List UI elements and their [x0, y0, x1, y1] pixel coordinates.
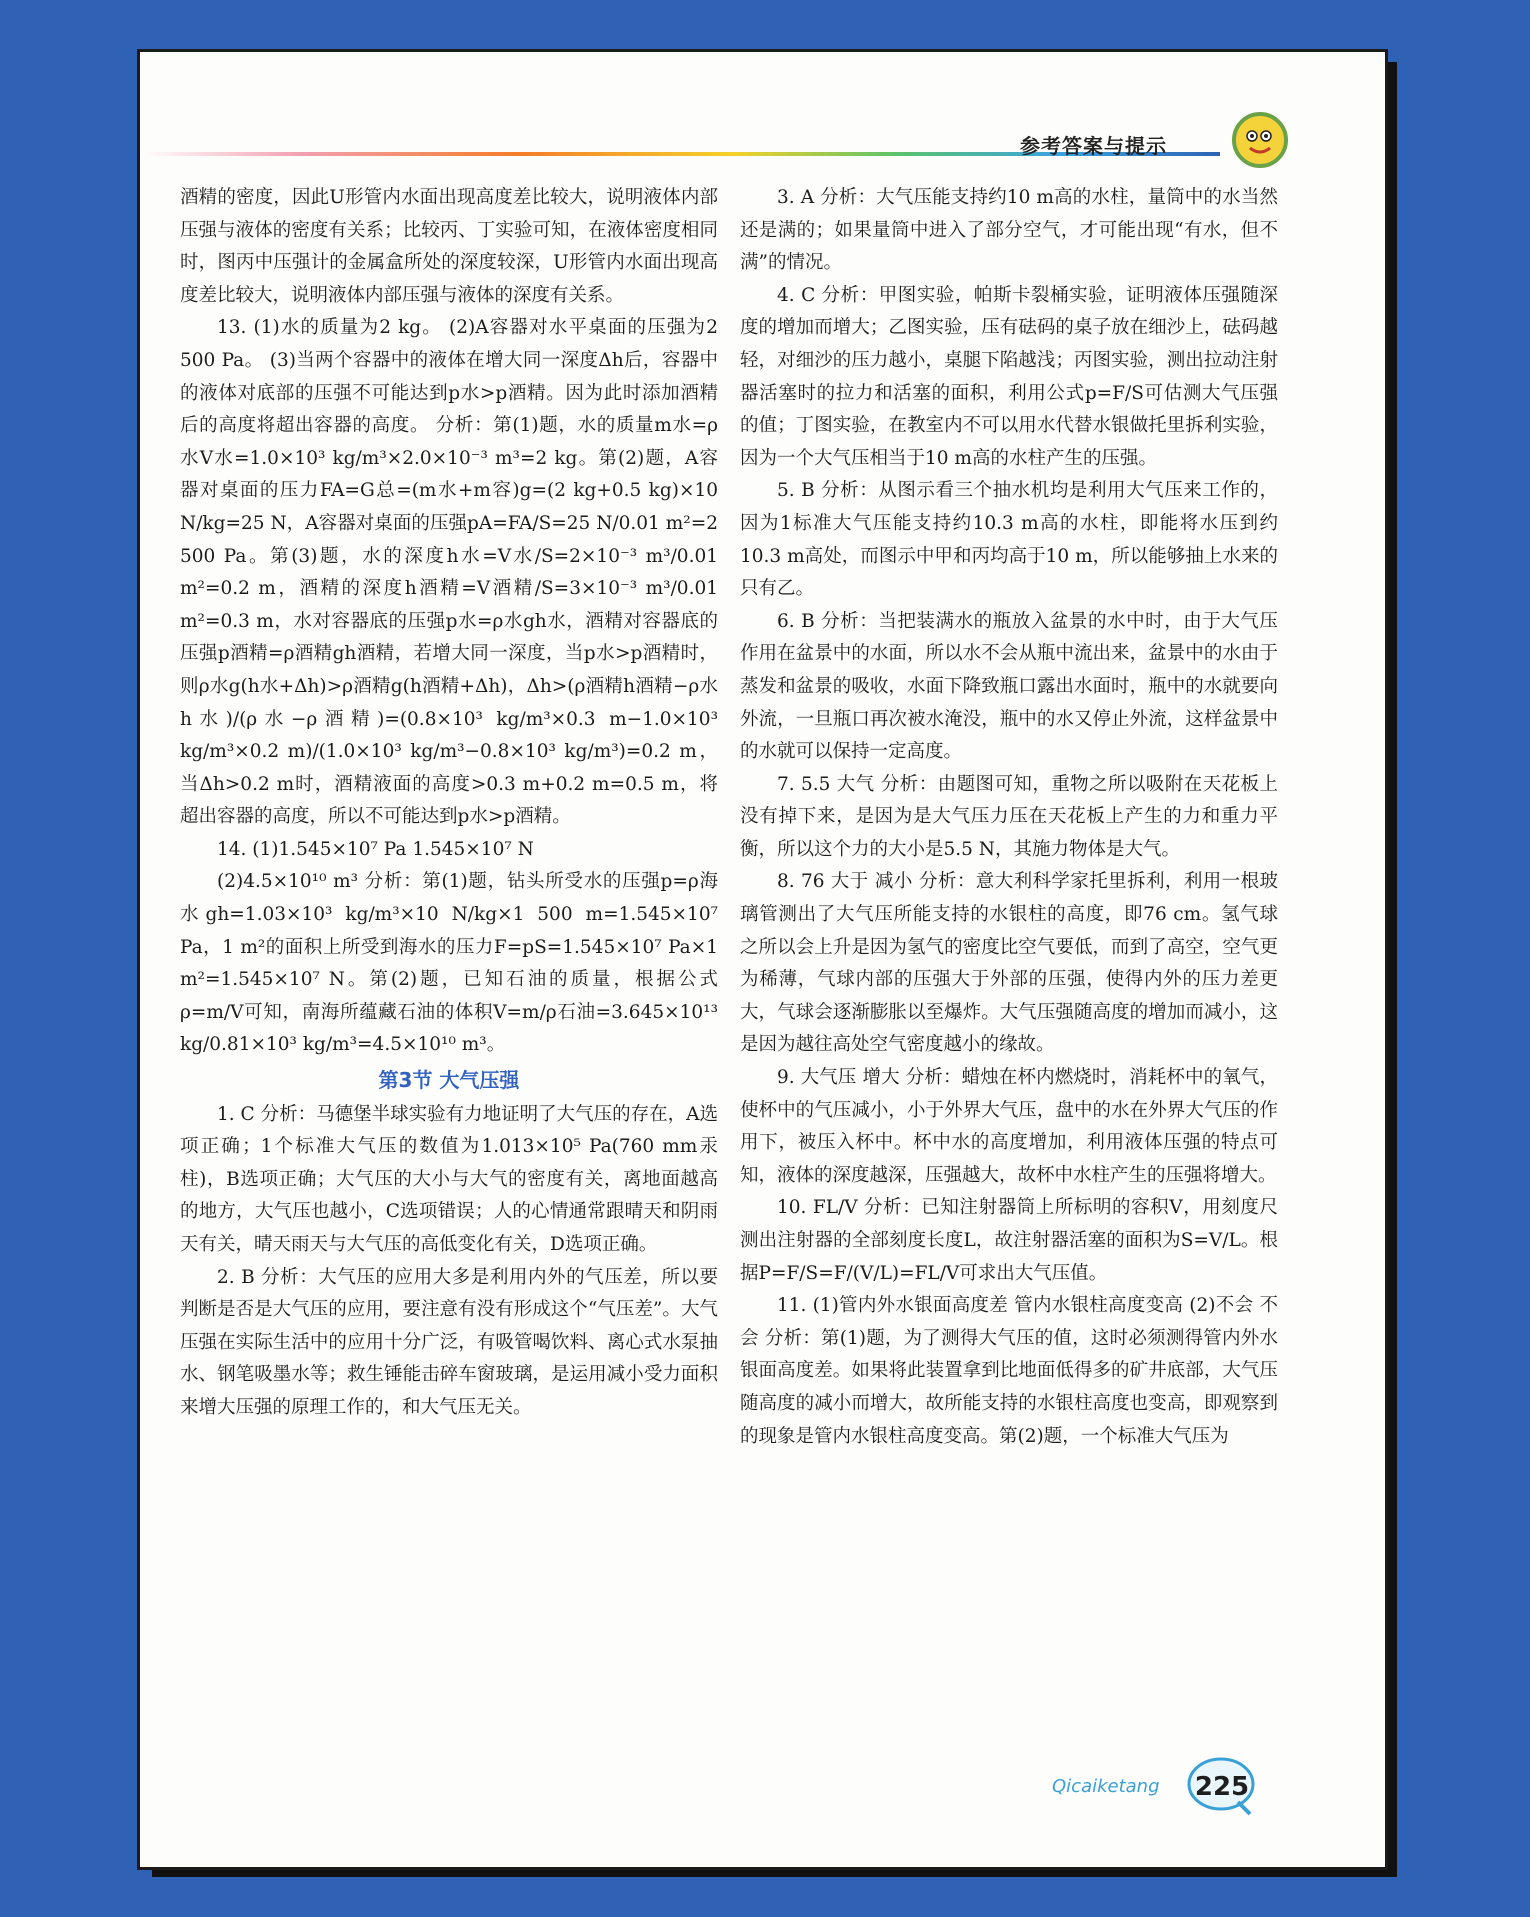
- answer-s3-9: 9. 大气压 增大 分析：蜡烛在杯内燃烧时，消耗杯中的氧气，使杯中的气压减小，小于外界大气压，盘中的水在外界大气压的作用下，被压入杯中。杯中水的高度增加，利用液体压强的特点可知，液体的深度越深，压强越大，故杯中水柱产生的压强将增大。: [740, 1067, 1278, 1186]
- answer-s3-5: 5. B 分析：从图示看三个抽水机均是利用大气压来工作的，因为1标准大气压能支持约10.3 m高的水柱，即能将水压到约10.3 m高处，而图示中甲和丙均高于10 m，所以能够抽上水来的只有乙。: [740, 480, 1278, 600]
- answer-s3-7: 7. 5.5 大气 分析：由题图可知，重物之所以吸附在天花板上没有掉下来，是因为是大气压力压在天花板上产生的力和重力平衡，所以这个力的大小是5.5 N，其施力物体是大气。: [740, 773, 1278, 860]
- answer-s3-1: 1. C 分析：马德堡半球实验有力地证明了大气压的存在，A选项正确；1个标准大气压的数值为1.013×10⁵ Pa(760 mm汞柱)，B选项正确；大气压的大小与大气的密度有关，离地面越高的地方，大气压也越小，C选项错误；人的心情通常跟晴天和阴雨天有关，晴天雨天与大气压的高低变化有关，D选项正确。: [180, 1103, 718, 1255]
- answer-paragraph: 酒精的密度，因此U形管内水面出现高度差比较大，说明液体内部压强与液体的密度有关系；比较丙、丁实验可知，在液体密度相同时，图丙中压强计的金属盒所处的深度较深，U形管内水面出现高度差比较大，说明液体内部压强与液体的深度有关系。: [180, 187, 718, 306]
- page-number: 225: [1194, 1772, 1250, 1802]
- answer-s3-6: 6. B 分析：当把装满水的瓶放入盆景的水中时，由于大气压作用在盆景中的水面，所以水不会从瓶中流出来，盆景中的水由于蒸发和盆景的吸收，水面下降致瓶口露出水面时，瓶中的水就要向外流，一旦瓶口再次被水淹没，瓶中的水又停止外流，这样盆景中的水就可以保持一定高度。: [740, 610, 1278, 763]
- answer-14-part2: (2)4.5×10¹⁰ m³ 分析：第(1)题，钻头所受水的压强p=ρ海水gh=1.03×10³ kg/m³×10 N/kg×1 500 m=1.545×10⁷ Pa，1 m²的面积上所受到海水的压力F=pS=1.545×10⁷ Pa×1 m²=1.545×10⁷ N。第(2)题，已知石油的质量，根据公式ρ=m/V可知，南海所蕴藏石油的体积V=m/ρ石油=3.645×10¹³ kg/0.81×10³ kg/m³=4.5×10¹⁰ m³。: [180, 871, 718, 1056]
- footer-logo: Qicaiketang: [1052, 1776, 1160, 1797]
- answer-s3-11: 11. (1)管内外水银面高度差 管内水银柱高度变高 (2)不会 不会 分析：第(1)题，为了测得大气压的值，这时必须测得管内外水银面高度差。如果将此装置拿到比地面低得多的矿井底部，大气压随高度的减小而增大，故所能支持的水银柱高度也变高，即观察到的现象是管内水银柱高度变高。第(2)题，一个标准大气压为: [740, 1295, 1278, 1447]
- right-column: [740, 182, 1278, 1453]
- left-column: [180, 182, 718, 1425]
- answer-13: 13. (1)水的质量为2 kg。 (2)A容器对水平桌面的压强为2 500 Pa。 (3)当两个容器中的液体在增大同一深度Δh后，容器中的液体对底部的压强不可能达到p水>p酒精。因为此时添加酒精后的高度将超出容器的高度。 分析：第(1)题，水的质量m水=ρ水V水=1.0×10³ kg/m³×2.0×10⁻³ m³=2 kg。第(2)题，A容器对桌面的压力FA=G总=(m水+m容)g=(2 kg+0.5 kg)×10 N/kg=25 N，A容器对桌面的压强pA=FA/S=25 N/0.01 m²=2 500 Pa。第(3)题，水的深度h水=V水/S=2×10⁻³ m³/0.01 m²=0.2 m，酒精的深度h酒精=V酒精/S=3×10⁻³ m³/0.01 m²=0.3 m，水对容器底的压强p水=ρ水gh水，酒精对容器底的压强p酒精=ρ酒精gh酒精，若增大同一深度，当p水>p酒精时，则ρ水g(h水+Δh)>ρ酒精g(h酒精+Δh)，Δh>(ρ酒精h酒精−ρ水h水)/(ρ水−ρ酒精)=(0.8×10³ kg/m³×0.3 m−1.0×10³ kg/m³×0.2 m)/(1.0×10³ kg/m³−0.8×10³ kg/m³)=0.2 m，当Δh>0.2 m时，酒精液面的高度>0.3 m+0.2 m=0.5 m，将超出容器的高度，所以不可能达到p水>p酒精。: [180, 317, 718, 828]
- answer-s3-10: 10. FL/V 分析：已知注射器筒上所标明的容积V，用刻度尺测出注射器的全部刻度长度L，故注射器活塞的面积为S=V/L。根据P=F/S=F/(V/L)=FL/V可求出大气压值。: [740, 1197, 1278, 1284]
- answer-s3-3: 3. A 分析：大气压能支持约10 m高的水柱，量筒中的水当然还是满的；如果量筒中进入了部分空气，才可能出现“有水，但不满”的情况。: [740, 187, 1278, 274]
- section-title: 第3节 大气压强: [378, 1068, 520, 1093]
- mascot-icon: [1230, 110, 1290, 170]
- header-title: 参考答案与提示: [1020, 134, 1167, 158]
- answer-s3-2: 2. B 分析：大气压的应用大多是利用内外的气压差，所以要判断是否是大气压的应用，要注意有没有形成这个“气压差”。大气压强在实际生活中的应用十分广泛，有吸管喝饮料、离心式水泵抽水、钢笔吸墨水等；救生锤能击碎车窗玻璃，是运用减小受力面积来增大压强的原理工作的，和大气压无关。: [180, 1266, 718, 1418]
- book-page: [140, 52, 1385, 1867]
- answer-14-part1: 14. (1)1.545×10⁷ Pa 1.545×10⁷ N: [217, 838, 534, 860]
- answer-s3-4: 4. C 分析：甲图实验，帕斯卡裂桶实验，证明液体压强随深度的增加而增大；乙图实验，压有砝码的桌子放在细沙上，砝码越轻，对细沙的压力越小，桌腿下陷越浅；丙图实验，测出拉动注射器活塞时的拉力和活塞的面积，利用公式p=F/S可估测大气压强的值；丁图实验，在教室内不可以用水代替水银做托里拆利实验，因为一个大气压相当于10 m高的水柱产生的压强。: [740, 284, 1278, 469]
- answer-s3-8: 8. 76 大于 减小 分析：意大利科学家托里拆利，利用一根玻璃管测出了大气压所能支持的水银柱的高度，即76 cm。氢气球之所以会上升是因为氢气的密度比空气要低，而到了高空，空气更为稀薄，气球内部的压强大于外部的压强，使得内外的压力差更大，气球会逐渐膨胀以至爆炸。大气压强随高度的增加而减小，这是因为越往高处空气密度越小的缘故。: [740, 871, 1278, 1056]
